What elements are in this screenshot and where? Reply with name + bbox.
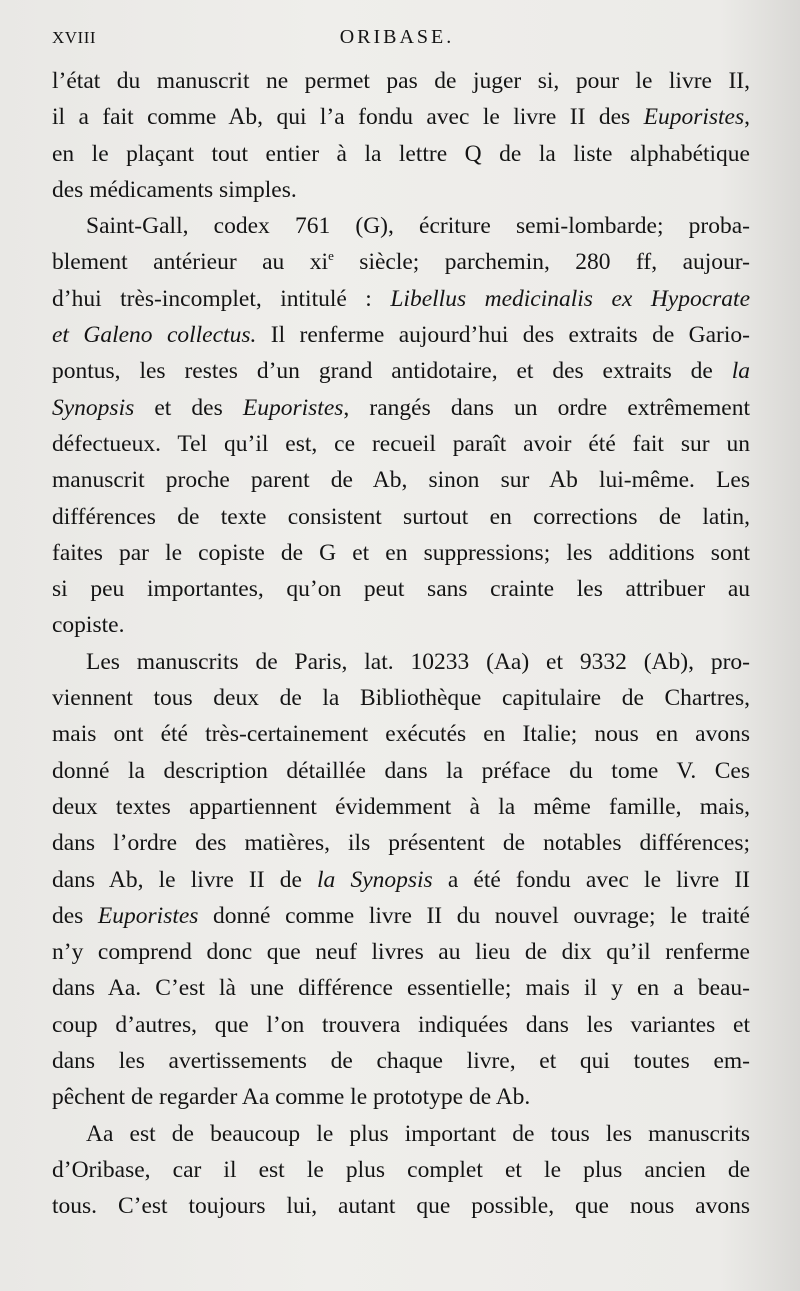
text-line-15: si peu importantes, qu’on peut sans crainte les attribuer au bbox=[52, 576, 750, 603]
text-line-19: mais ont été très-certainement exécutés en Italie; nous en avons bbox=[52, 721, 750, 748]
text-line-16: copiste. bbox=[52, 612, 125, 639]
text-line-14: faites par le copiste de G et en suppressions; les additions sont bbox=[52, 539, 750, 566]
text-line-25: n’y comprend donc que neuf livres au lieu de dix qu’il renferme bbox=[52, 939, 750, 966]
superscript: e bbox=[328, 248, 334, 264]
text-line-20: donné la description détaillée dans la préface du tome V. Ces bbox=[52, 757, 750, 784]
text-line-11: défectueux. Tel qu’il est, ce recueil paraît avoir été fait sur un bbox=[52, 430, 750, 457]
page-header bbox=[52, 26, 742, 50]
text-line-30: Aa est de beaucoup le plus important de tous les manuscrits bbox=[86, 1120, 750, 1147]
text-line-9: pontus, les restes d’un grand antidotaire, et des extraits de la bbox=[52, 358, 750, 385]
italic-text: Synopsis bbox=[52, 394, 135, 421]
italic-text: la bbox=[731, 358, 750, 385]
text-line-28: dans les avertissements de chaque livre, et qui toutes em- bbox=[52, 1048, 750, 1075]
text-line-13: différences de texte consistent surtout en corrections de latin, bbox=[52, 503, 750, 530]
text-line-3: en le plaçant tout entier à la lettre Q de la liste alphabétique bbox=[52, 140, 750, 167]
text-line-29: pêchent de regarder Aa comme le prototype de Ab. bbox=[52, 1084, 531, 1111]
italic-text: Euporistes bbox=[643, 104, 745, 131]
text-line-4: des médicaments simples. bbox=[52, 176, 297, 203]
text-line-7: d’hui très-incomplet, intitulé : Libellus medicinalis ex Hypocrate bbox=[52, 285, 751, 312]
text-line-23: dans Ab, le livre II de la Synopsis a été fondu avec le livre II bbox=[52, 866, 750, 893]
text-line-32: tous. C’est toujours lui, autant que possible, que nous avons bbox=[52, 1193, 750, 1220]
text-line-18: viennent tous deux de la Bibliothèque capitulaire de Chartres, bbox=[52, 685, 750, 712]
italic-text: Libellus medicinalis ex Hypocrate bbox=[390, 285, 751, 312]
text-line-31: d’Oribase, car il est le plus complet et le plus ancien de bbox=[52, 1156, 750, 1183]
body-text bbox=[52, 63, 750, 1225]
page-folio: XVIII bbox=[52, 28, 97, 47]
text-line-1: l’état du manuscrit ne permet pas de juger si, pour le livre II, bbox=[52, 68, 750, 94]
text-line-8: et Galeno collectus. Il renferme aujourd’hui des extraits de Gario- bbox=[52, 322, 750, 349]
text-line-26: dans Aa. C’est là une différence essentielle; mais il y en a beau- bbox=[52, 975, 750, 1002]
italic-text: la Synopsis bbox=[317, 866, 433, 893]
text-line-21: deux textes appartiennent évidemment à la même famille, mais, bbox=[52, 793, 750, 820]
italic-text: Euporistes bbox=[242, 394, 344, 421]
running-title: ORIBASE. bbox=[339, 26, 455, 48]
text-line-24: des Euporistes donné comme livre II du nouvel ouvrage; le traité bbox=[52, 902, 750, 929]
text-line-22: dans l’ordre des matières, ils présentent de notables différences; bbox=[52, 830, 750, 857]
text-line-17: Les manuscrits de Paris, lat. 10233 (Aa) et 9332 (Ab), pro- bbox=[86, 648, 750, 675]
text-line-5: Saint-Gall, codex 761 (G), écriture semi-lombarde; proba- bbox=[86, 213, 750, 240]
italic-text: et Galeno collectus. bbox=[52, 322, 257, 349]
text-line-6: blement antérieur au $xi^e$ siècle; parchemin, 280 ff, aujour- bbox=[52, 248, 750, 276]
text-line-27: coup d’autres, que l’on trouvera indiquées dans les variantes et bbox=[52, 1011, 750, 1038]
text-line-10: Synopsis et des Euporistes, rangés dans un ordre extrêmement bbox=[52, 394, 750, 421]
italic-text: Euporistes bbox=[97, 902, 199, 929]
text-line-12: manuscrit proche parent de Ab, sinon sur Ab lui-même. Les bbox=[52, 467, 750, 494]
text-line-2: il a fait comme Ab, qui l’a fondu avec le livre II des Euporistes, bbox=[52, 104, 750, 131]
